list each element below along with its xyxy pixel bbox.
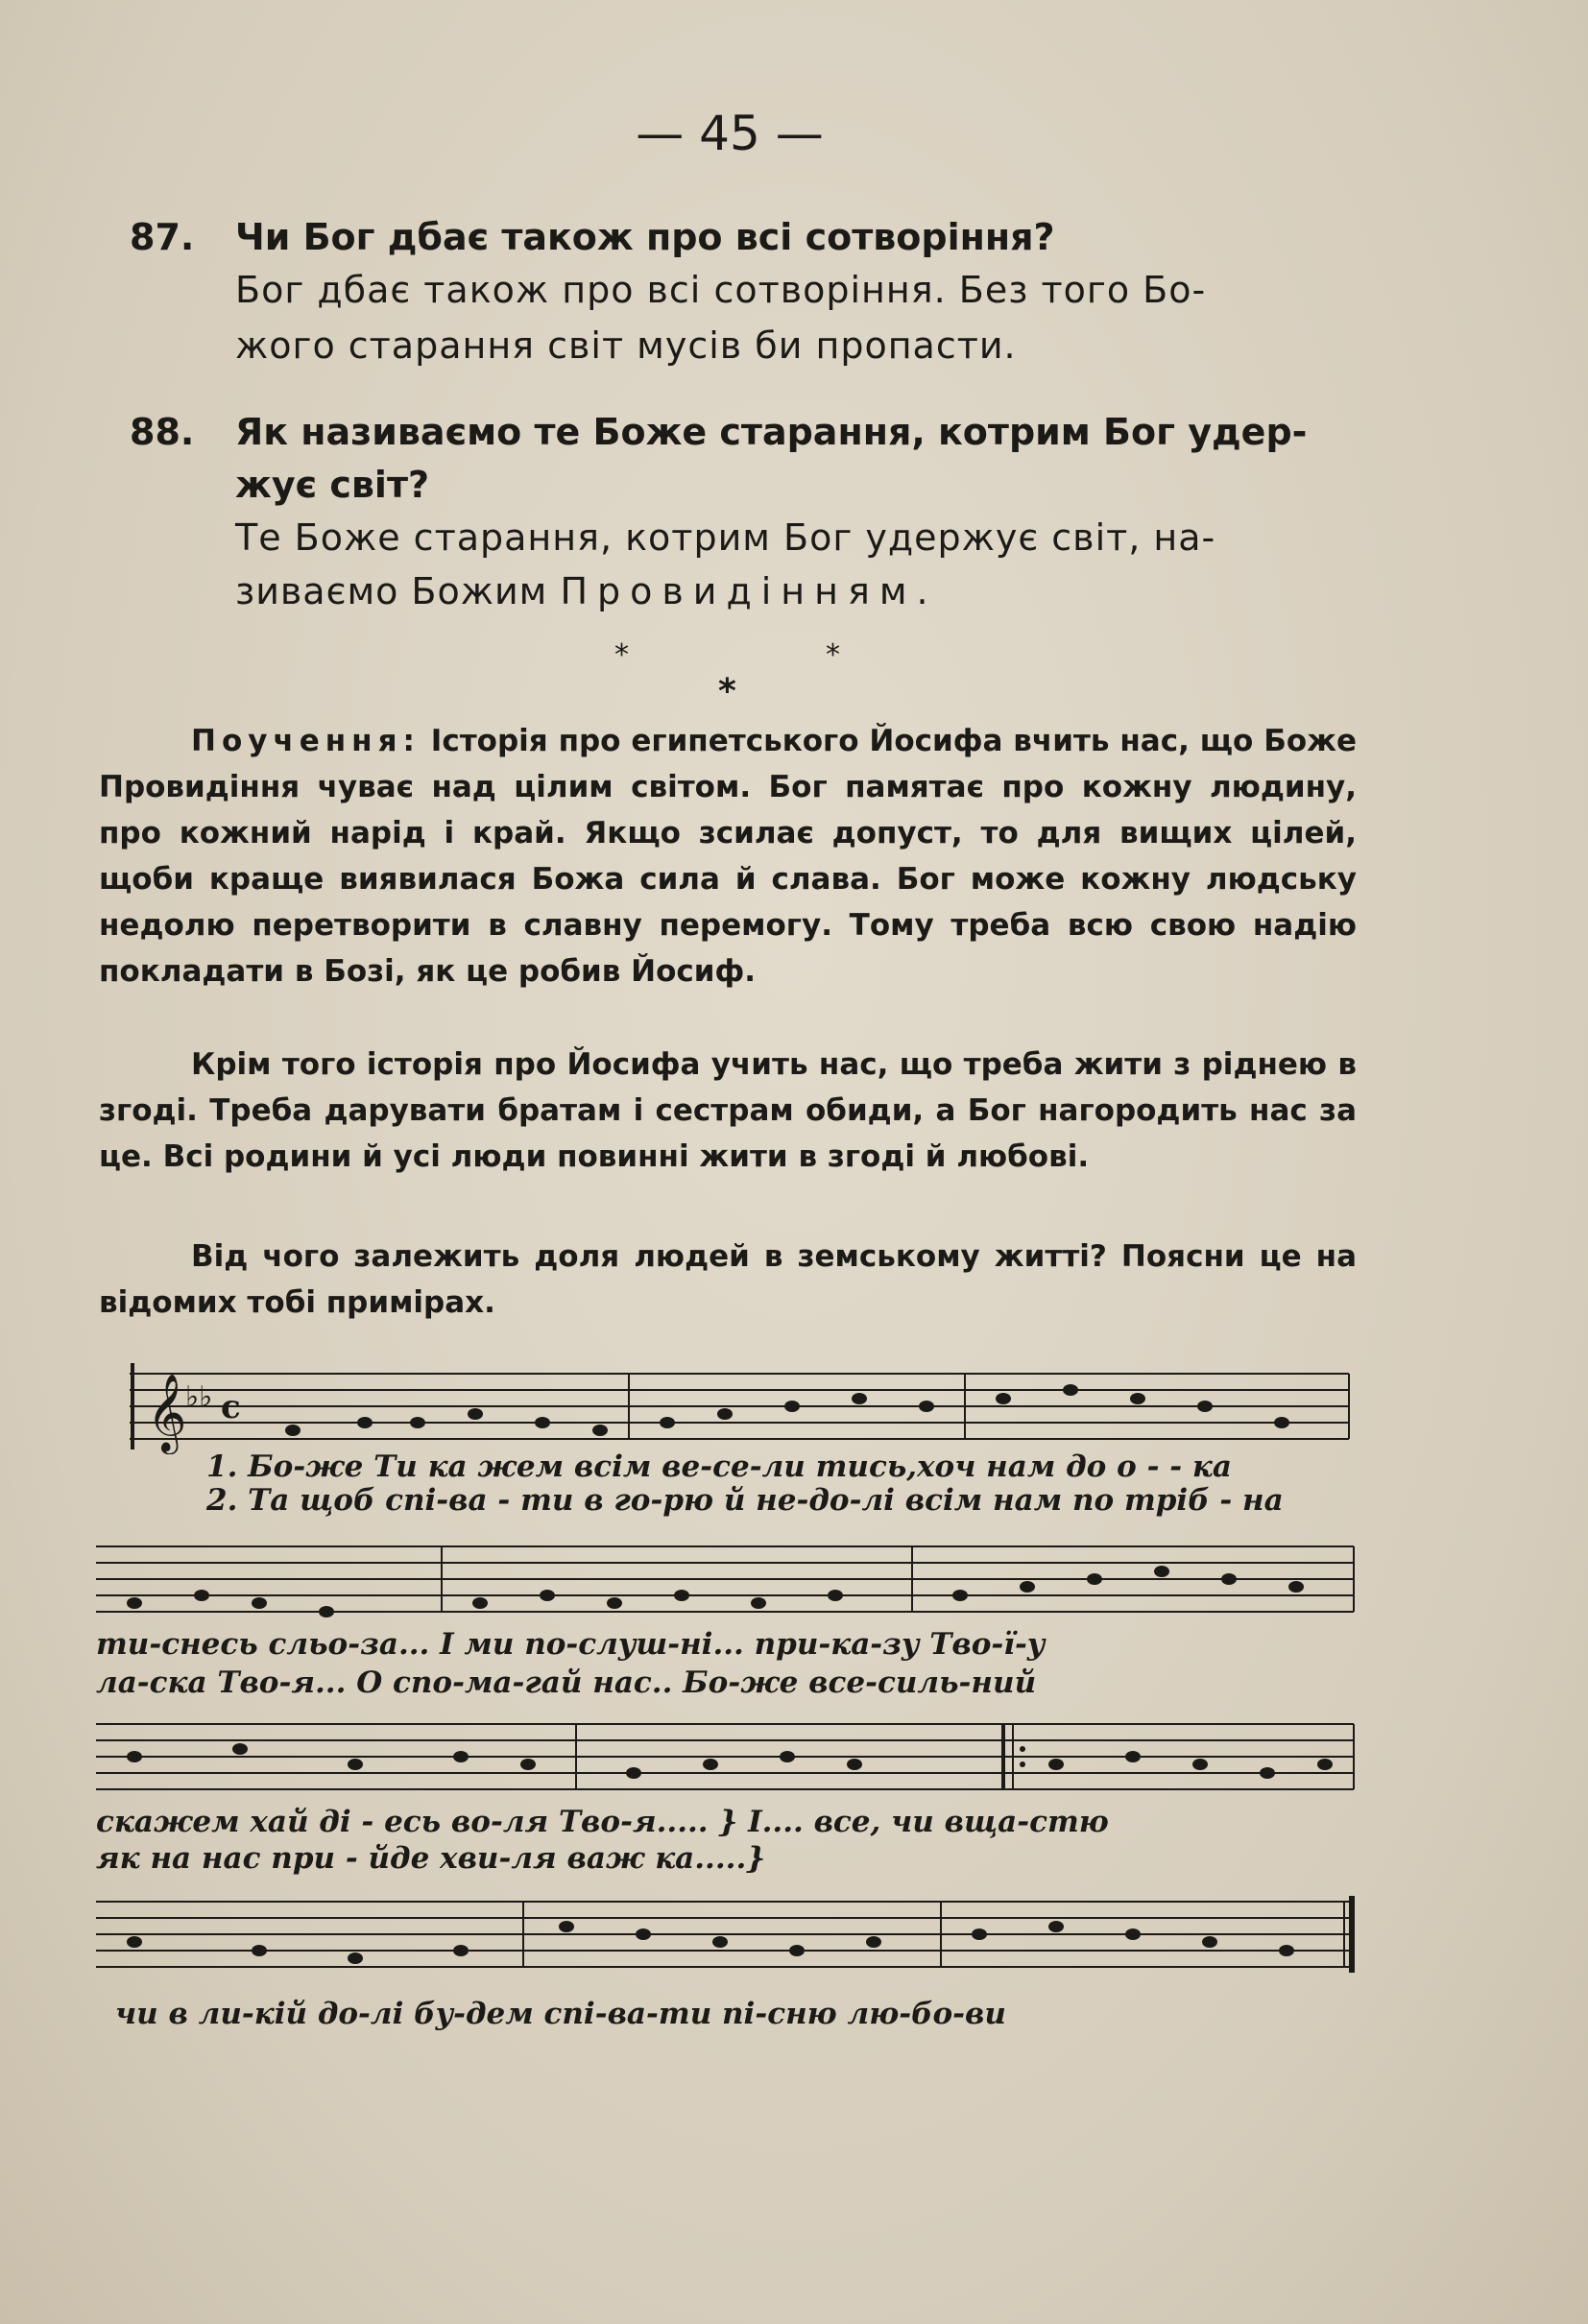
music-staff-1 — [130, 1358, 1359, 1454]
lesson-label: Поучення: — [191, 724, 421, 758]
lyrics-line-3-verse-2: як на нас при - йде хви-ля важ ка.....} — [96, 1841, 766, 1876]
answer-88-line-1: Те Боже старання, котрим Бог удержує світ, на- — [235, 516, 1216, 559]
lesson-paragraph-1 — [99, 718, 1357, 994]
lyrics-line-1-verse-2: 2. Та щоб спі-ва - ти в го-рю й не-до-лі всім нам по тріб - на — [206, 1483, 1284, 1518]
providence-term: Провидінням. — [560, 570, 938, 612]
question-number-88: 88. — [130, 411, 195, 453]
asterism-star-center: * — [718, 672, 736, 711]
lyrics-line-3-verse-1: скажем хай ді - есь во-ля Тво-я..... } I.... все, чи вща-стю — [96, 1805, 1109, 1839]
question-88-line-2: жує світ? — [235, 464, 430, 506]
answer-87-line-1: Бог дбає також про всі сотворіння. Без того Бо- — [235, 269, 1207, 311]
answer-87-line-2: жого старання світ мусів би пропасти. — [235, 324, 1017, 367]
answer-88-line-2-start: зиваємо Божим — [235, 570, 561, 612]
svg-text:c: c — [221, 1388, 241, 1426]
question-88-line-1: Як називаємо те Боже старання, котрим Бог удер- — [235, 411, 1308, 453]
question-87-text: Чи Бог дбає також про всі сотворіння? — [235, 216, 1055, 258]
lyrics-line-4: чи в ли-кій до-лі бу-дем спі-ва-ти пі-сню лю-бо-ви — [115, 1997, 1006, 2031]
asterism-star-right: * — [826, 638, 840, 672]
svg-text:𝄞: 𝄞 — [147, 1373, 187, 1451]
answer-88-line-2 — [235, 570, 938, 612]
lyrics-line-2-verse-2: ла-ска Тво-я... О спо-ма-гай нас.. Бо-же все-силь-ний — [96, 1665, 1037, 1700]
question-number-87: 87. — [130, 216, 195, 258]
asterism-star-left: * — [614, 638, 629, 672]
lesson-question: Від чого залежить доля людей в земському житті? Поясни це на відомих тобі примірах. — [99, 1239, 1357, 1320]
lesson-paragraph-2: Крім того історія про Йосифа учить нас, що треба жити з ріднею в згоді. Треба дарувати братам і сестрам обиди, а Бог нагородить нас за це. Всі родини й усі люди повинні жити в згоді й любові. — [99, 1047, 1357, 1174]
music-staff-3 — [96, 1709, 1363, 1805]
svg-text:♭♭: ♭♭ — [185, 1380, 213, 1414]
lyrics-line-2-verse-1: ти-снесь сльо-за... I ми по-слуш-ні... при-ка-зу Тво-ї-у — [96, 1627, 1046, 1662]
page-number: — 45 — — [636, 106, 824, 161]
music-staff-4 — [96, 1886, 1363, 1992]
lesson-paragraph-1-text: Історія про египетського Йосифа вчить нас, що Боже Провидіння чуває над цілим світом. Бог памятає про кожну людину, про кожний нарід і край. Якщо зсилає допуст, то для вищих цілей, щоби краще виявилася Божа сила й слава. Бог може кожну людську недолю перетворити в славну перемогу. Тому треба всю свою надію покладати в Бозі, як це робив Йосиф. — [99, 724, 1357, 989]
music-staff-2 — [96, 1531, 1363, 1627]
lyrics-line-1-verse-1: 1. Бо-же Ти ка жем всім ве-се-ли тись,хоч нам до о - - ка — [206, 1450, 1233, 1484]
